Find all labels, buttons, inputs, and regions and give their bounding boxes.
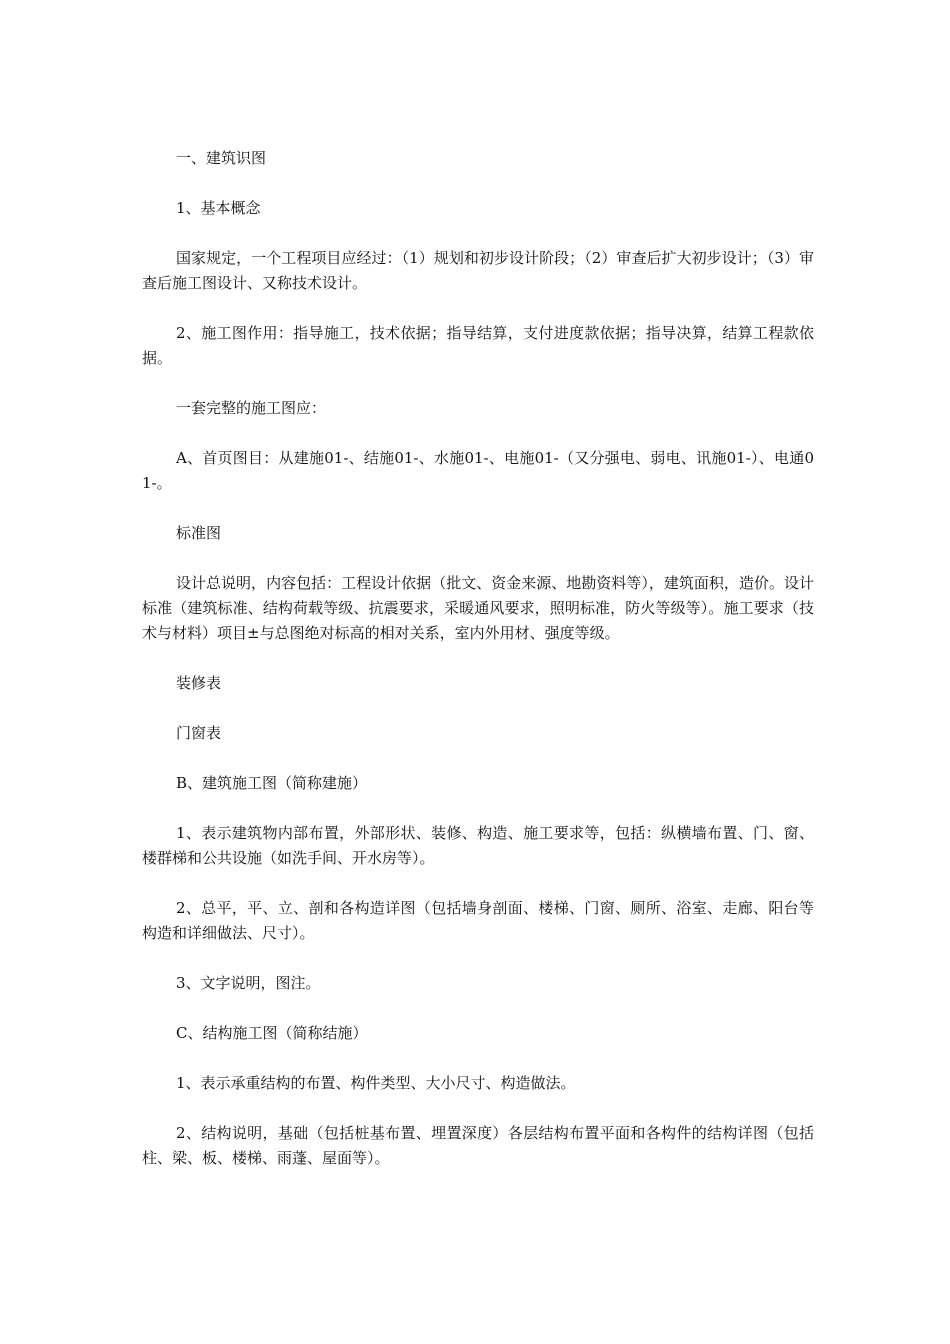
subsection-heading: C、结构施工图（简称结施）	[176, 1024, 368, 1042]
paragraph: 设计总说明，内容包括：工程设计依据（批文、资金来源、地勘资料等），建筑面积，造价。设计标准（建筑标准、结构荷载等级、抗震要求，采暖通风要求，照明标准，防火等级等）。施工要求（技术与材料）项目±与总图绝对标高的相对关系，室内外用材、强度等级。	[142, 574, 814, 642]
paragraph: A、首页图目：从建施01-、结施01-、水施01-、电施01-（又分强电、弱电、讯施01-）、电通01-。	[142, 449, 814, 492]
subsection-heading: 1、基本概念	[176, 199, 261, 217]
document-body	[142, 146, 814, 1196]
paragraph: 3、文字说明，图注。	[176, 974, 321, 992]
paragraph: 门窗表	[176, 724, 222, 742]
paragraph: 国家规定，一个工程项目应经过：（1）规划和初步设计阶段；（2）审查后扩大初步设计；（3）审查后施工图设计、又称技术设计。	[142, 249, 814, 292]
paragraph: 2、结构说明，基础（包括桩基布置、埋置深度）各层结构布置平面和各构件的结构详图（包括柱、梁、板、楼梯、雨蓬、屋面等）。	[142, 1124, 814, 1167]
paragraph: 标准图	[176, 524, 222, 542]
paragraph: 2、总平，平、立、剖和各构造详图（包括墙身剖面、楼梯、门窗、厕所、浴室、走廊、阳台等构造和详细做法、尺寸）。	[142, 899, 814, 942]
paragraph: 2、施工图作用：指导施工，技术依据；指导结算，支付进度款依据；指导决算，结算工程款依据。	[142, 324, 814, 367]
paragraph: 1、表示建筑物内部布置，外部形状、装修、构造、施工要求等，包括：纵横墙布置、门、窗、楼群梯和公共设施（如洗手间、开水房等）。	[142, 824, 814, 867]
section-heading: 一、建筑识图	[176, 149, 267, 167]
subsection-heading: B、建筑施工图（简称建施）	[176, 774, 368, 792]
paragraph: 一套完整的施工图应：	[176, 399, 327, 417]
paragraph: 装修表	[176, 674, 222, 692]
paragraph: 1、表示承重结构的布置、构件类型、大小尺寸、构造做法。	[176, 1074, 576, 1092]
